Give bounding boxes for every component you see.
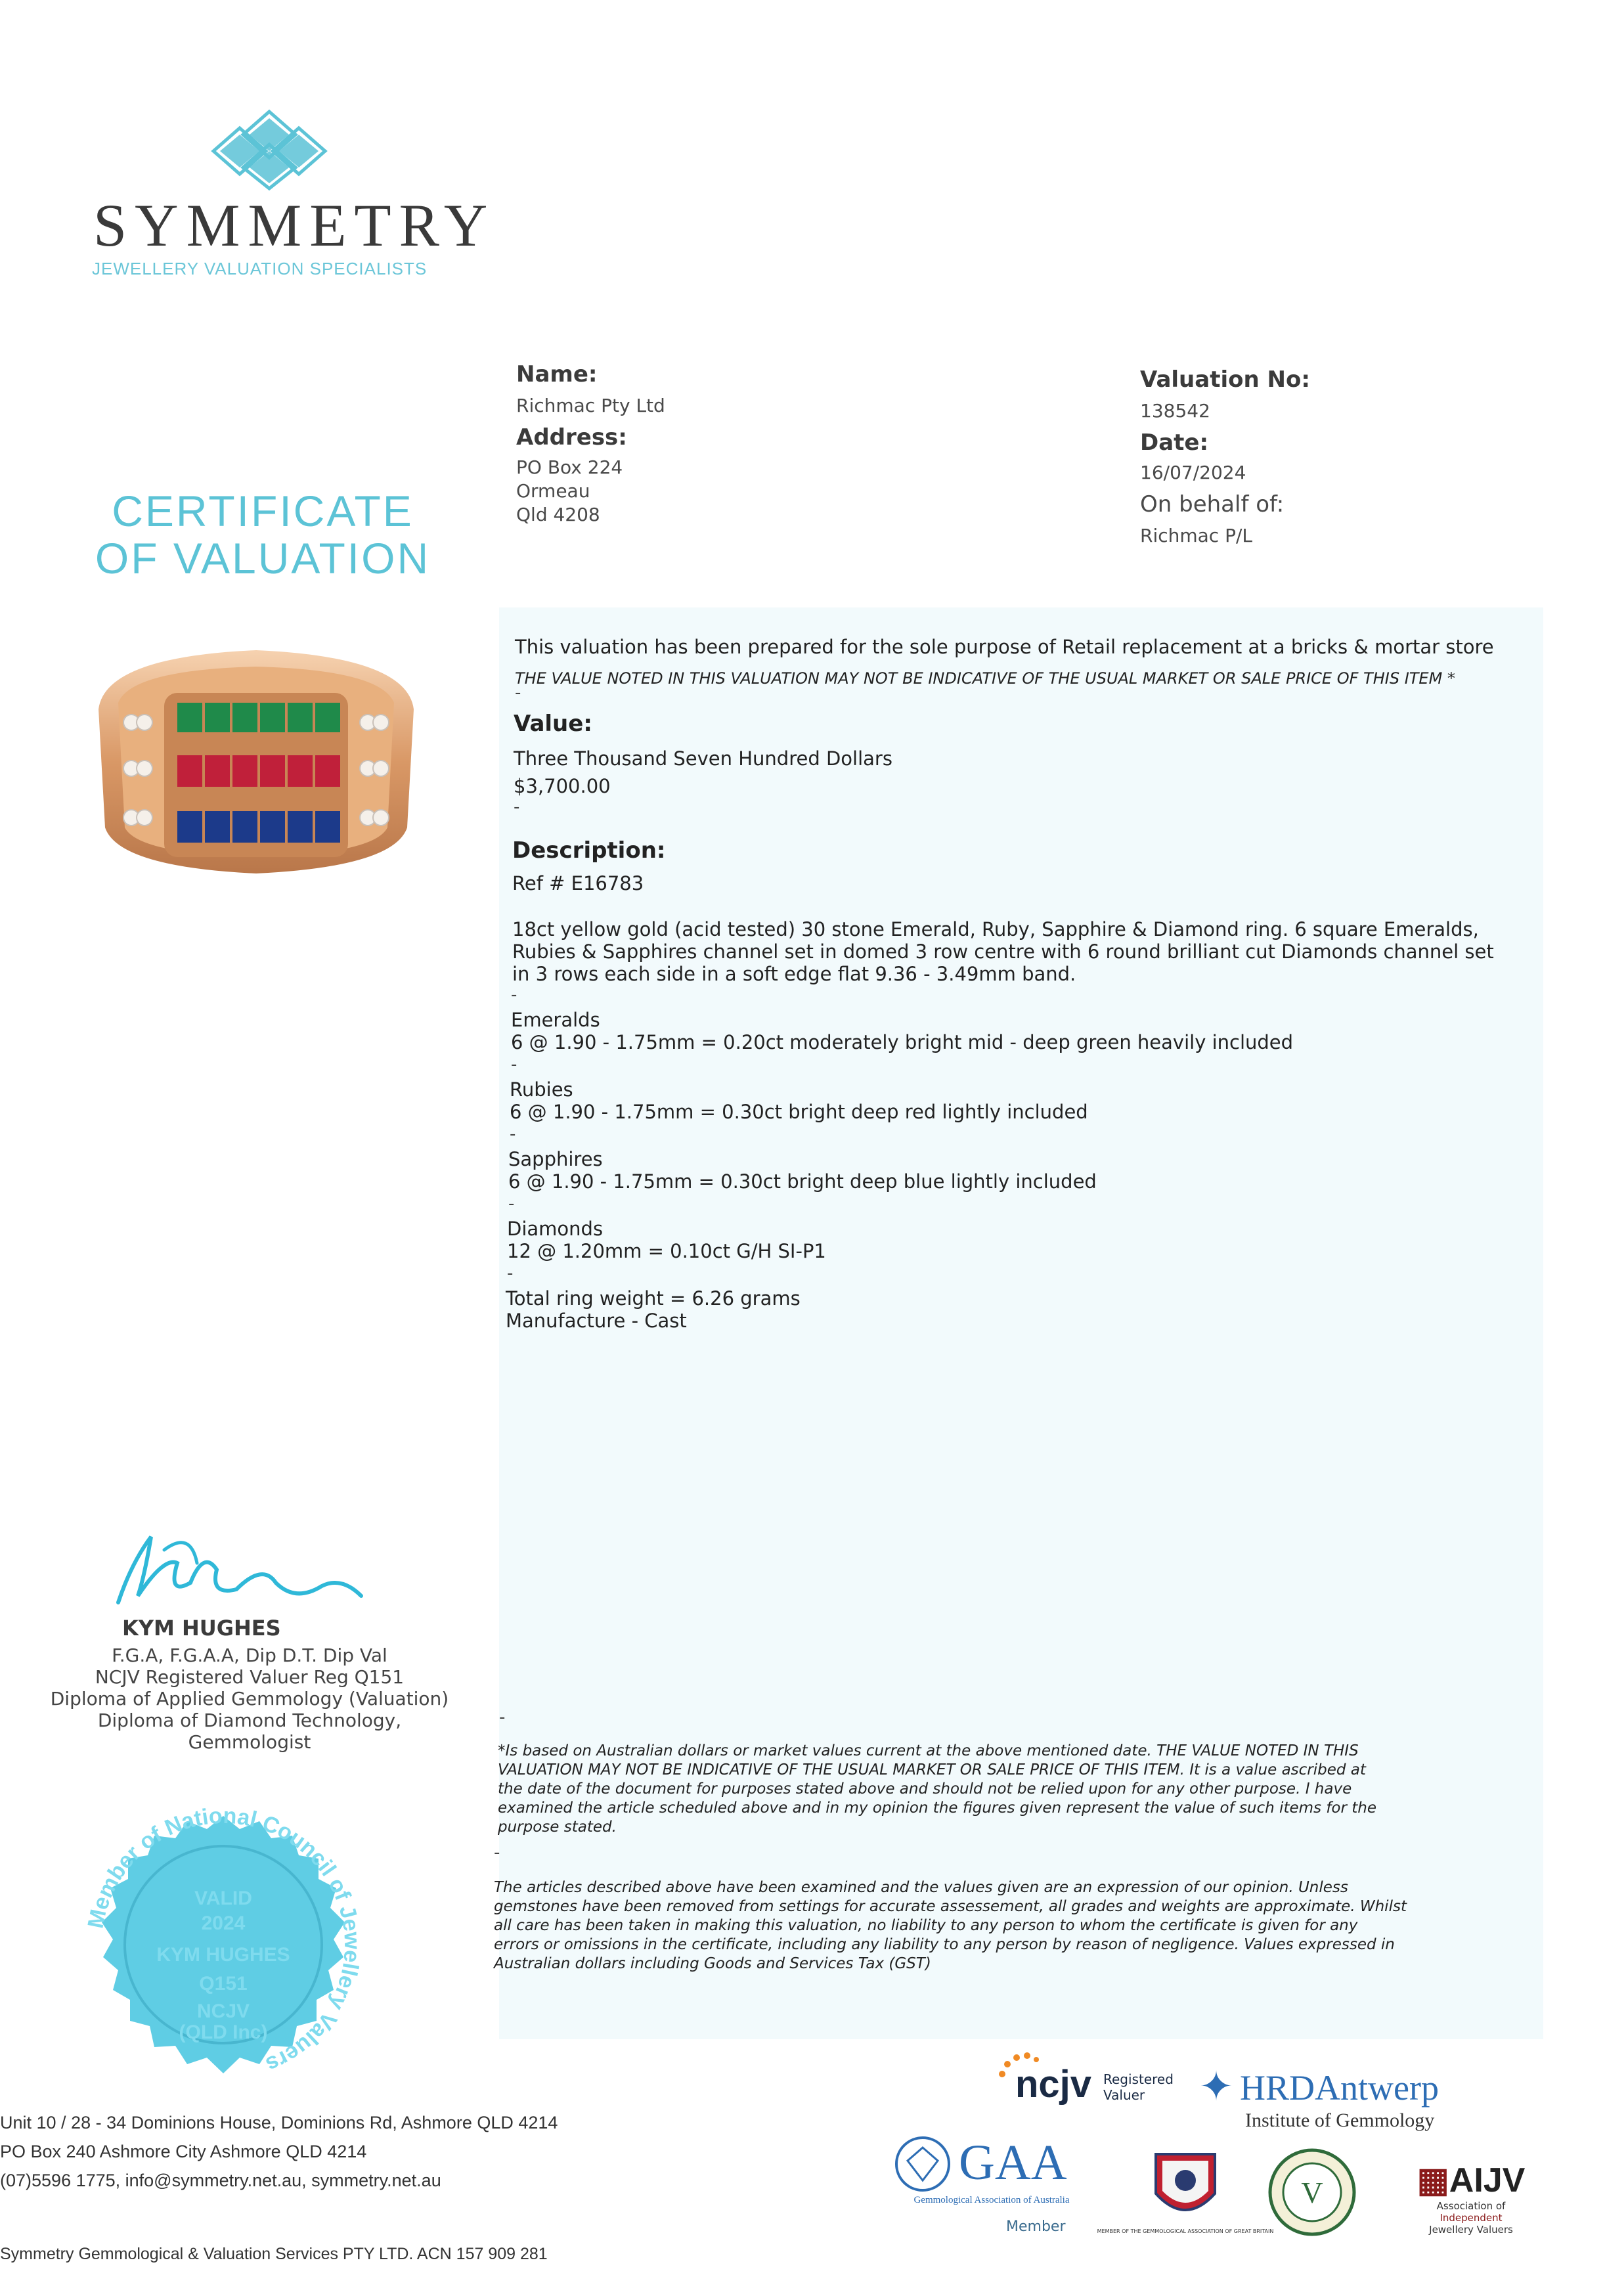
ring-image (79, 630, 433, 893)
stone-detail-rubies: 6 @ 1.90 - 1.75mm = 0.30ct bright deep red lightly included (510, 1101, 1088, 1123)
value-amount: $3,700.00 (514, 775, 611, 797)
description-summary-line: 18ct yellow gold (acid tested) 30 stone Emerald, Ruby, Sapphire & Diamond ring. 6 square Emeralds, (512, 918, 1479, 940)
separator-dash: - (510, 1124, 516, 1144)
footer-contact-line: (07)5596 1775, info@symmetry.net.au, symmetry.net.au (0, 2171, 441, 2190)
separator-dash: - (511, 1055, 517, 1074)
certificate-title-line1: CERTIFICATE (112, 487, 414, 535)
credential-line: Diploma of Applied Gemmology (Valuation) (50, 1688, 449, 1710)
behalf-label: On behalf of: (1140, 491, 1285, 518)
address-line-3: Qld 4208 (516, 504, 600, 525)
separator-dash: - (507, 1264, 514, 1283)
hrd-sub: Institute of Gemmology (1245, 2109, 1435, 2131)
disclaimer-line: Australian dollars including Goods and Services Tax (GST) (494, 1955, 931, 1972)
description-label: Description: (512, 837, 666, 864)
logo-wordmark: SYMMETRY (93, 192, 496, 259)
disclaimer-line: the date of the document for purposes stated above and should not be relied upon for any other purpose. I have (498, 1780, 1352, 1798)
seal-line: (QLD Inc) (179, 2021, 268, 2043)
stone-detail-emeralds: 6 @ 1.90 - 1.75mm = 0.20ct moderately bright mid - deep green heavily included (511, 1031, 1294, 1053)
stone-name-rubies: Rubies (510, 1078, 573, 1101)
disclaimer-line: examined the article scheduled above and in my opinion the figures given represent the value of such items for the (498, 1799, 1376, 1817)
separator-dash: - (511, 985, 517, 1005)
certificate-title-line2: OF VALUATION (95, 534, 431, 583)
disclaimer-line: The articles described above have been examined and the values given are an expression of our opinion. Unless (494, 1879, 1348, 1896)
purpose-text: This valuation has been prepared for the sole purpose of Retail replacement at a bricks & mortar store (515, 636, 1494, 658)
ncjv-logo (996, 2048, 1179, 2107)
disclaimer-line: all care has been taken in making this valuation, no liability to any person to whom the certificate is given for any (494, 1917, 1358, 1934)
valuer-name: KYM HUGHES (122, 1616, 281, 1641)
valuation-number-label: Valuation No: (1140, 366, 1310, 393)
disclaimer-line: VALUATION MAY NOT BE INDICATIVE OF THE USUAL MARKET OR SALE PRICE OF THIS ITEM. It is a value ascribed at (498, 1761, 1366, 1778)
seal-line: VALID (194, 1888, 252, 1909)
valuation-number: 138542 (1140, 400, 1210, 422)
address-line-2: Ormeau (516, 480, 590, 502)
credential-line: NCJV Registered Valuer Reg Q151 (95, 1666, 405, 1688)
aijv-logo (1405, 2161, 1537, 2253)
stone-name-sapphires: Sapphires (508, 1148, 603, 1170)
gaa-sub: Gemmological Association of Australia (913, 2195, 1070, 2205)
symmetry-diamond-logo-icon (190, 108, 348, 190)
hrd-name: HRDAntwerp (1240, 2068, 1439, 2108)
aijv-name: ▦AIJV (1417, 2161, 1526, 2199)
description-ref: Ref # E16783 (512, 872, 644, 894)
seal-line: Q151 (199, 1973, 248, 1995)
valuation-date: 16/07/2024 (1140, 462, 1246, 483)
description-summary-line: Rubies & Sapphires channel set in domed 3 row centre with 6 round brilliant cut Diamonds channel set (512, 940, 1494, 963)
separator-dash: - (499, 1708, 506, 1727)
ring-weight: Total ring weight = 6.26 grams (506, 1287, 801, 1310)
ncjv-name: ncjv (1015, 2063, 1092, 2106)
stone-detail-diamonds: 12 @ 1.20mm = 0.10ct G/H SI-P1 (507, 1240, 826, 1262)
disclaimer-line: purpose stated. (498, 1819, 617, 1836)
disclaimer-liability (494, 1878, 1505, 1974)
behalf-name: Richmac P/L (1140, 525, 1253, 546)
seal-line: NCJV (196, 2000, 250, 2022)
disclaimer-line: *Is based on Australian dollars or market values current at the above mentioned date. THE VALUE NOTED IN THIS (498, 1742, 1359, 1759)
description-summary-line: in 3 rows each side in a soft edge flat 9.36 - 3.49mm band. (512, 963, 1076, 985)
seal-line: 2024 (201, 1912, 246, 1934)
disclaimer-valuation-basis (498, 1742, 1509, 1837)
crest-caption: MEMBER OF THE GEMMOLOGICAL ASSOCIATION OF GREAT BRITAIN (1097, 2228, 1274, 2234)
stone-name-emeralds: Emeralds (511, 1009, 600, 1031)
value-words: Three Thousand Seven Hundred Dollars (514, 747, 892, 770)
credential-line: Gemmologist (188, 1731, 311, 1753)
aijv-sub-line: Association of (1436, 2200, 1506, 2212)
separator-dash: - (508, 1194, 515, 1214)
name-label: Name: (516, 361, 598, 387)
hrd-antwerp-logo (1199, 2062, 1475, 2134)
hrd-star-icon: ✦ (1199, 2062, 1233, 2110)
address-label: Address: (516, 424, 627, 451)
gaa-member: Member (1006, 2219, 1066, 2235)
valuers-institute-seal-icon (1266, 2146, 1358, 2238)
disclaimer-line: errors or omissions in the certificate, including any liability to any person by reason of negligence. Values expressed in (494, 1936, 1395, 1953)
ncjv-seal-icon (53, 1773, 394, 2115)
footer-company: Symmetry Gemmological & Valuation Services PTY LTD. ACN 157 909 281 (0, 2245, 548, 2263)
ncjv-sub-line: Valuer (1103, 2087, 1145, 2103)
manufacture: Manufacture - Cast (506, 1310, 687, 1332)
certificate-title (72, 487, 453, 582)
logo-tagline: JEWELLERY VALUATION SPECIALISTS (92, 259, 428, 278)
gaa-emblem-icon (893, 2134, 952, 2194)
valuer-credentials (26, 1645, 473, 1753)
stone-detail-sapphires: 6 @ 1.90 - 1.75mm = 0.30ct bright deep blue lightly included (508, 1170, 1097, 1193)
purpose-caution: THE VALUE NOTED IN THIS VALUATION MAY NOT BE INDICATIVE OF THE USUAL MARKET OR SALE PRICE OF THIS ITEM * (515, 669, 1455, 688)
credential-line: Diploma of Diamond Technology, (97, 1710, 402, 1731)
aijv-grid-icon: ▦ (1417, 2161, 1449, 2199)
address-line-1: PO Box 224 (516, 456, 623, 478)
gaa-logo (893, 2134, 1090, 2240)
seal-letter: V (1301, 2176, 1323, 2209)
separator-dash: - (514, 797, 520, 817)
client-name: Richmac Pty Ltd (516, 395, 665, 416)
seal-ring-text: Member of National Council of Jewellery Valuers (83, 1803, 365, 2078)
credential-line: F.G.A, F.G.A.A, Dip D.T. Dip Val (112, 1645, 387, 1666)
aijv-sub-line: Jewellery Valuers (1429, 2224, 1513, 2236)
value-label: Value: (514, 711, 592, 737)
signature-image (105, 1524, 368, 1622)
date-label: Date: (1140, 430, 1209, 456)
footer-address-line: Unit 10 / 28 - 34 Dominions House, Dominions Rd, Ashmore QLD 4214 (0, 2113, 558, 2132)
stone-name-diamonds: Diamonds (507, 1218, 604, 1240)
footer-address-line: PO Box 240 Ashmore City Ashmore QLD 4214 (0, 2142, 367, 2161)
gem-a-crest-icon (1097, 2141, 1274, 2240)
separator-dash: - (515, 683, 521, 703)
ncjv-sub-line: Registered (1103, 2071, 1174, 2087)
aijv-sub-line: Independent (1440, 2212, 1503, 2224)
disclaimer-line: gemstones have been removed from settings for accurate assessement, all grades and weights are approximate. Whilst (494, 1898, 1407, 1915)
gaa-name: GAA (959, 2135, 1067, 2190)
separator-dash: - (494, 1843, 500, 1863)
seal-line: KYM HUGHES (156, 1944, 290, 1966)
